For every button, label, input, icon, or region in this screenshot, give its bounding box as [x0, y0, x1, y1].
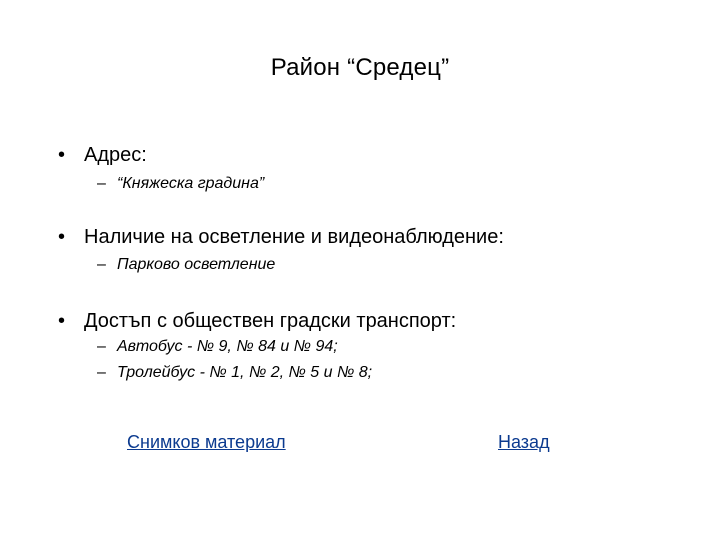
sub-item-text: Парково осветление [117, 256, 276, 273]
bullet-icon: • [58, 144, 66, 166]
dash-icon: – [97, 175, 106, 192]
back-link[interactable]: Назад [498, 432, 550, 452]
page-title: Район “Средец” [270, 54, 450, 81]
bullet-heading-lighting: Наличие на осветление и видеонаблюдение: [84, 226, 504, 248]
bullet-heading-address: Адрес: [84, 144, 147, 166]
dash-icon: – [97, 256, 106, 273]
sub-item-text: Автобус - № 9, № 84 и № 94; [117, 338, 338, 355]
bullet-heading-transport: Достъп с обществен градски транспорт: [84, 310, 457, 332]
bullet-icon: • [58, 226, 66, 248]
bullet-icon: • [58, 310, 66, 332]
sub-item-text: Тролейбус - № 1, № 2, № 5 и № 8; [117, 364, 373, 381]
sub-item-text: “Княжеска градина” [117, 175, 265, 192]
dash-icon: – [97, 364, 106, 381]
photos-link[interactable]: Снимков материал [127, 432, 286, 452]
dash-icon: – [97, 338, 106, 355]
